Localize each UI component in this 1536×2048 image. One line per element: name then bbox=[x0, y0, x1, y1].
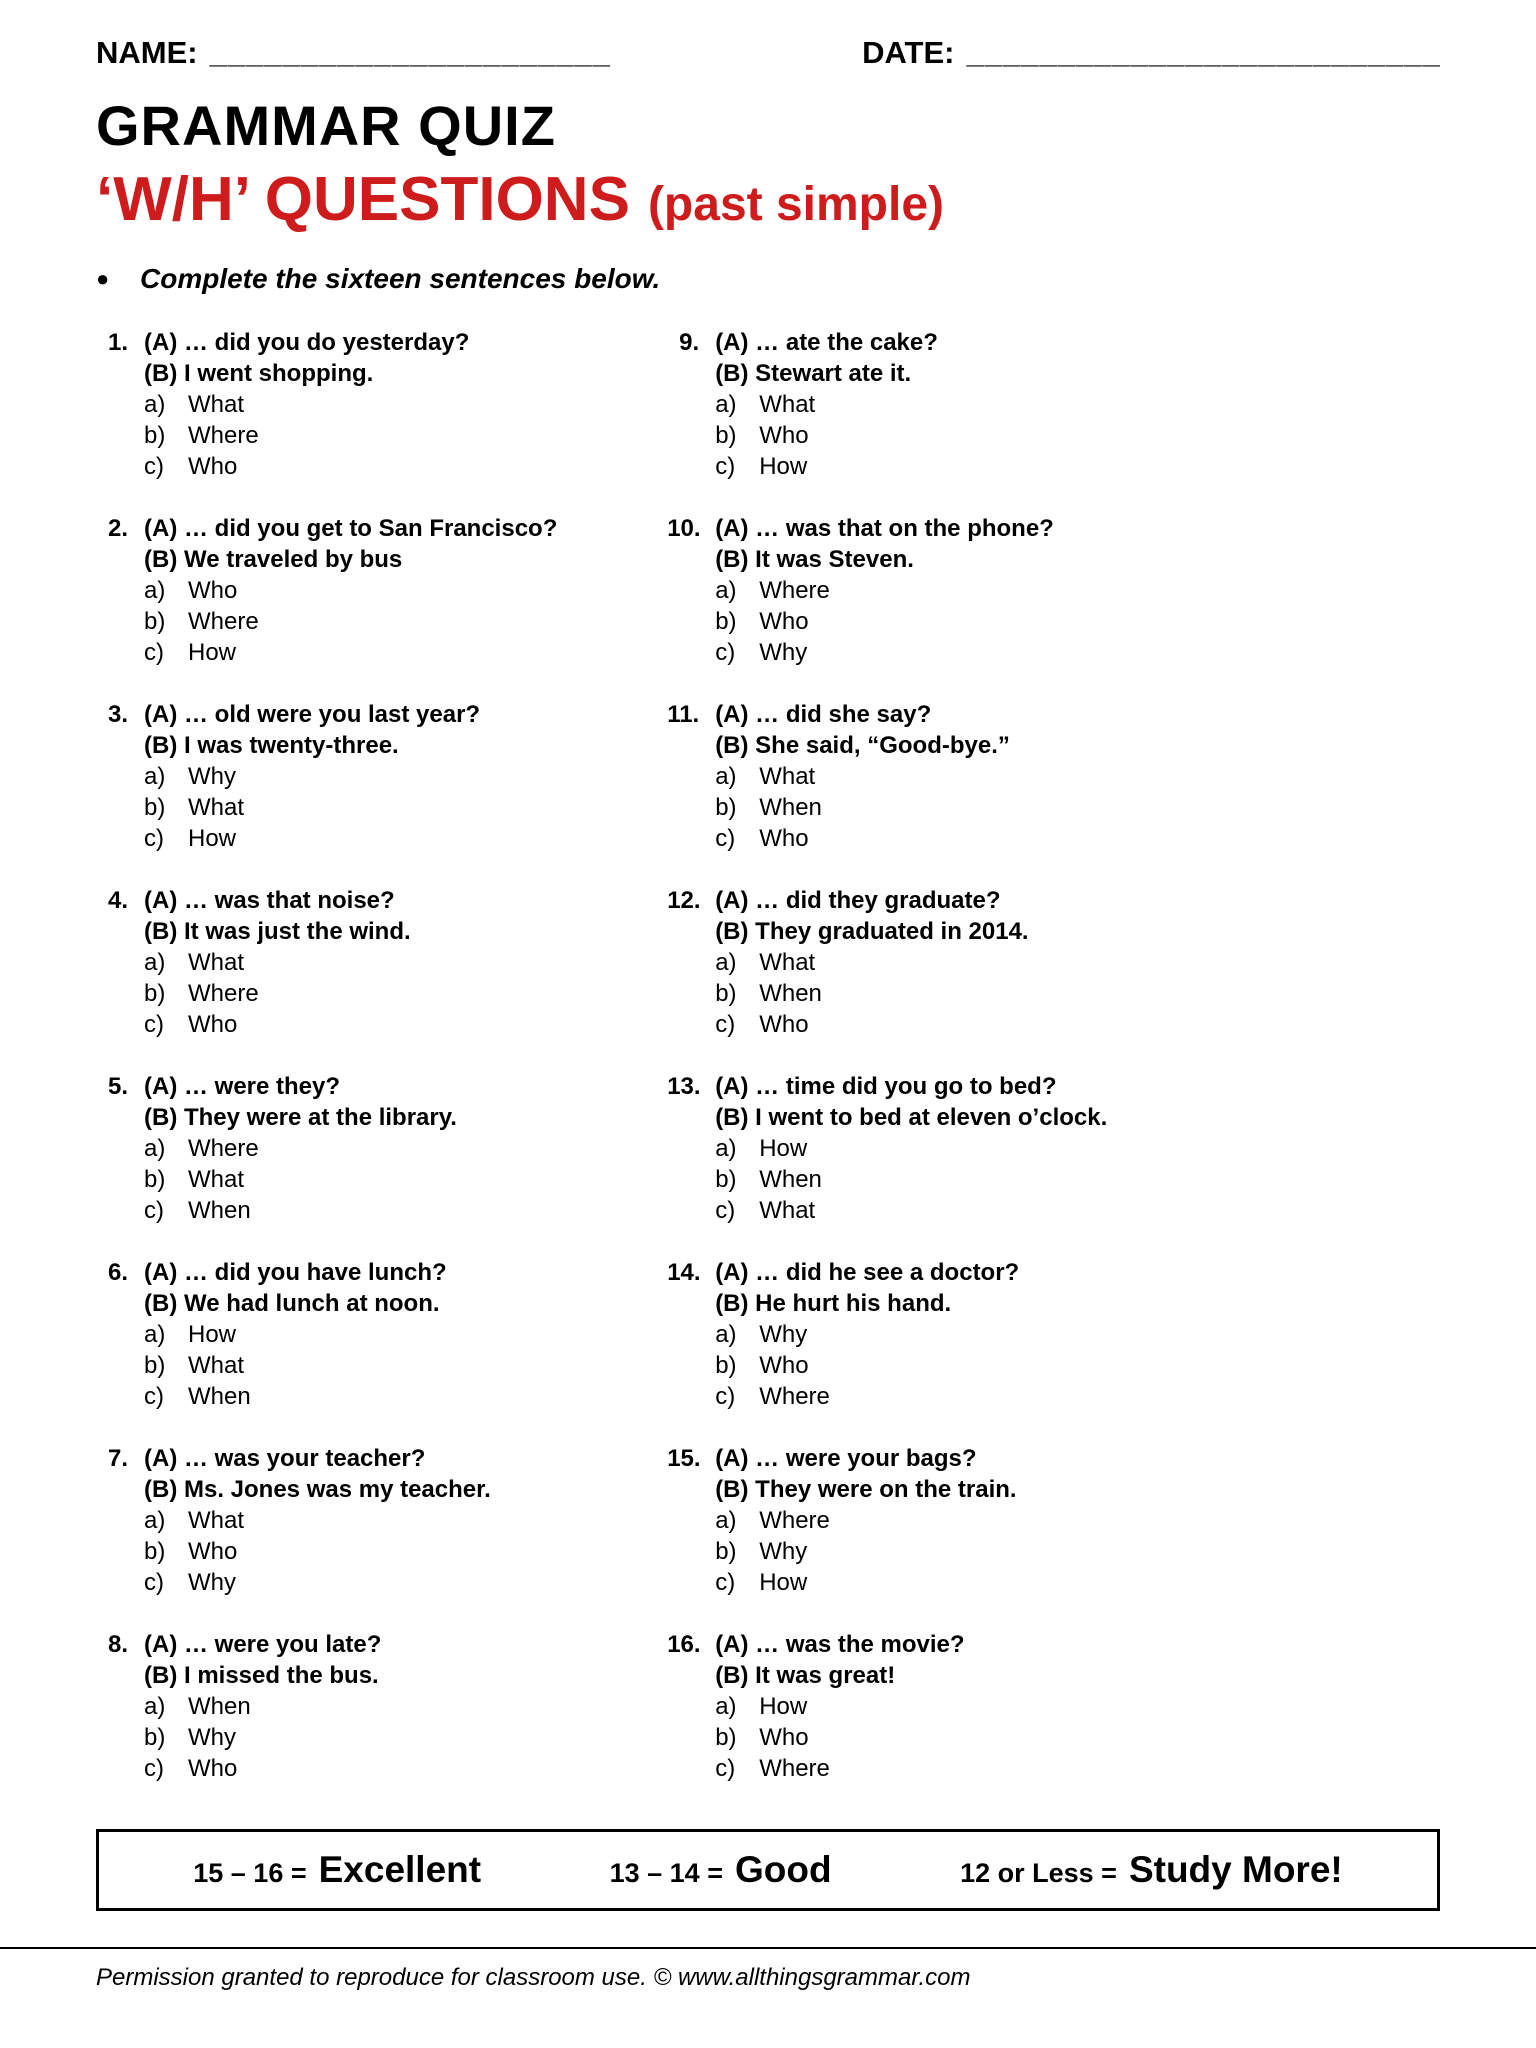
question-answer: (B) It was Steven. bbox=[715, 546, 914, 574]
question-answer: (B) It was great! bbox=[715, 1662, 896, 1690]
option-label: Who bbox=[759, 1011, 809, 1039]
option-label: What bbox=[759, 391, 816, 419]
question-prompt: (A) … did she say? bbox=[715, 701, 932, 729]
score-grade: Excellent bbox=[318, 1849, 482, 1891]
option-letter: b) bbox=[715, 1166, 737, 1194]
option-label: Why bbox=[759, 639, 808, 667]
question-answer: (B) They graduated in 2014. bbox=[715, 918, 1029, 946]
answer-option bbox=[144, 947, 667, 978]
answer-option bbox=[144, 1133, 667, 1164]
question-item bbox=[96, 699, 667, 854]
option-letter: c) bbox=[715, 825, 736, 853]
answer-option bbox=[144, 637, 667, 668]
option-letter: c) bbox=[144, 639, 164, 667]
question-body bbox=[715, 1443, 1440, 1598]
option-letter: b) bbox=[715, 1724, 737, 1752]
answer-option bbox=[144, 823, 667, 854]
answer-options bbox=[715, 1691, 1440, 1784]
option-letter: a) bbox=[144, 1693, 166, 1721]
answer-option bbox=[715, 1009, 1440, 1040]
question-item bbox=[96, 885, 667, 1040]
quiz-subtitle-main: ‘W/H’ QUESTIONS bbox=[96, 165, 630, 235]
option-letter: c) bbox=[144, 1383, 164, 1411]
option-label: What bbox=[759, 1197, 816, 1225]
answer-options bbox=[144, 1691, 667, 1784]
option-letter: a) bbox=[715, 391, 737, 419]
question-item bbox=[667, 1071, 1440, 1226]
question-prompt: (A) … ate the cake? bbox=[715, 329, 938, 357]
option-letter: b) bbox=[144, 422, 166, 450]
question-answer: (B) We traveled by bus bbox=[144, 546, 403, 574]
option-letter: c) bbox=[144, 1011, 164, 1039]
question-body bbox=[144, 699, 667, 854]
question-prompt: (A) … did you get to San Francisco? bbox=[144, 515, 558, 543]
option-label: Why bbox=[759, 1538, 808, 1566]
instruction-text: Complete the sixteen sentences below. bbox=[140, 263, 661, 295]
option-label: Who bbox=[759, 422, 809, 450]
question-prompt: (A) … was your teacher? bbox=[144, 1445, 426, 1473]
question-body bbox=[715, 1629, 1440, 1784]
name-field bbox=[96, 34, 862, 72]
score-range: 15 – 16 = bbox=[193, 1858, 307, 1889]
option-letter: b) bbox=[144, 1352, 166, 1380]
score-entry bbox=[960, 1849, 1343, 1891]
question-body bbox=[715, 699, 1440, 854]
option-label: When bbox=[188, 1693, 251, 1721]
question-number: 6. bbox=[107, 1259, 128, 1287]
question-number: 14. bbox=[667, 1259, 701, 1287]
date-label: DATE: bbox=[862, 35, 955, 70]
answer-options bbox=[144, 1505, 667, 1598]
question-number: 3. bbox=[107, 701, 128, 729]
answer-options bbox=[144, 1319, 667, 1412]
option-letter: a) bbox=[715, 949, 737, 977]
answer-option bbox=[144, 1381, 667, 1412]
answer-option bbox=[715, 1164, 1440, 1195]
option-label: What bbox=[759, 949, 816, 977]
answer-option bbox=[715, 1691, 1440, 1722]
option-letter: c) bbox=[715, 1755, 736, 1783]
option-label: How bbox=[759, 453, 808, 481]
question-number: 8. bbox=[107, 1631, 128, 1659]
answer-options bbox=[144, 1133, 667, 1226]
answer-option bbox=[715, 823, 1440, 854]
question-item bbox=[96, 1443, 667, 1598]
option-label: How bbox=[188, 639, 237, 667]
answer-option bbox=[144, 761, 667, 792]
answer-option bbox=[144, 606, 667, 637]
answer-option bbox=[715, 792, 1440, 823]
answer-option bbox=[144, 1164, 667, 1195]
option-label: What bbox=[188, 949, 245, 977]
answer-option bbox=[144, 792, 667, 823]
answer-option bbox=[144, 389, 667, 420]
score-grade: Study More! bbox=[1128, 1849, 1343, 1891]
option-letter: b) bbox=[144, 608, 166, 636]
answer-option bbox=[715, 761, 1440, 792]
quiz-subtitle-paren: (past simple) bbox=[647, 178, 944, 232]
answer-option bbox=[144, 1567, 667, 1598]
question-answer: (B) I went to bed at eleven o’clock. bbox=[715, 1104, 1108, 1132]
option-label: Why bbox=[759, 1321, 808, 1349]
answer-options bbox=[144, 947, 667, 1040]
answer-option bbox=[144, 1009, 667, 1040]
option-letter: c) bbox=[715, 639, 736, 667]
answer-options bbox=[144, 575, 667, 668]
question-number: 11. bbox=[667, 701, 700, 729]
question-prompt: (A) … did you have lunch? bbox=[144, 1259, 447, 1287]
question-number: 7. bbox=[107, 1445, 128, 1473]
option-label: Where bbox=[759, 1755, 830, 1783]
option-label: Who bbox=[759, 1352, 809, 1380]
date-field bbox=[862, 34, 1441, 72]
option-label: Why bbox=[188, 763, 236, 791]
option-letter: c) bbox=[715, 1011, 736, 1039]
answer-options bbox=[715, 761, 1440, 854]
quiz-subtitle bbox=[96, 164, 1440, 235]
option-letter: c) bbox=[144, 825, 164, 853]
question-prompt: (A) … were they? bbox=[144, 1073, 341, 1101]
answer-option bbox=[715, 1567, 1440, 1598]
question-body bbox=[715, 513, 1440, 668]
answer-option bbox=[144, 1195, 667, 1226]
answer-options bbox=[144, 389, 667, 482]
answer-option bbox=[715, 1753, 1440, 1784]
option-label: When bbox=[759, 794, 822, 822]
option-letter: b) bbox=[715, 1538, 737, 1566]
footer-divider bbox=[0, 1947, 1536, 1949]
option-label: Where bbox=[759, 1383, 830, 1411]
answer-options bbox=[144, 761, 667, 854]
question-item bbox=[667, 885, 1440, 1040]
answer-option bbox=[715, 947, 1440, 978]
option-letter: c) bbox=[144, 1197, 164, 1225]
option-letter: b) bbox=[715, 980, 737, 1008]
question-item bbox=[667, 1629, 1440, 1784]
name-date-row bbox=[96, 34, 1440, 72]
question-answer: (B) We had lunch at noon. bbox=[144, 1290, 440, 1318]
option-letter: b) bbox=[715, 794, 737, 822]
option-label: Where bbox=[188, 980, 259, 1008]
option-letter: c) bbox=[144, 453, 164, 481]
question-number: 10. bbox=[667, 515, 701, 543]
question-body bbox=[144, 885, 667, 1040]
option-label: How bbox=[759, 1569, 808, 1597]
score-entry bbox=[610, 1849, 832, 1891]
question-number: 5. bbox=[107, 1073, 128, 1101]
option-label: When bbox=[188, 1197, 251, 1225]
option-letter: b) bbox=[144, 1724, 166, 1752]
answer-option bbox=[715, 1381, 1440, 1412]
option-letter: b) bbox=[144, 980, 166, 1008]
option-label: Where bbox=[188, 422, 259, 450]
option-label: How bbox=[188, 825, 237, 853]
question-item bbox=[96, 1257, 667, 1412]
option-label: Why bbox=[188, 1569, 236, 1597]
answer-option bbox=[715, 637, 1440, 668]
question-answer: (B) I went shopping. bbox=[144, 360, 374, 388]
question-body bbox=[144, 1257, 667, 1412]
answer-option bbox=[144, 575, 667, 606]
option-letter: a) bbox=[715, 577, 737, 605]
score-grade: Good bbox=[734, 1849, 832, 1891]
answer-option bbox=[715, 1195, 1440, 1226]
question-answer: (B) Ms. Jones was my teacher. bbox=[144, 1476, 491, 1504]
option-label: How bbox=[188, 1321, 237, 1349]
answer-option bbox=[144, 1722, 667, 1753]
option-label: What bbox=[759, 763, 816, 791]
score-box bbox=[96, 1829, 1440, 1911]
answer-option bbox=[715, 389, 1440, 420]
option-label: Who bbox=[188, 453, 238, 481]
question-number: 9. bbox=[679, 329, 700, 357]
answer-option bbox=[144, 1691, 667, 1722]
answer-option bbox=[144, 451, 667, 482]
answer-options bbox=[715, 575, 1440, 668]
question-prompt: (A) … old were you last year? bbox=[144, 701, 481, 729]
option-letter: a) bbox=[715, 1135, 737, 1163]
question-prompt: (A) … were you late? bbox=[144, 1631, 382, 1659]
question-prompt: (A) … did they graduate? bbox=[715, 887, 1001, 915]
answer-option bbox=[715, 1722, 1440, 1753]
score-range: 13 – 14 = bbox=[609, 1858, 723, 1889]
questions-area bbox=[96, 327, 1440, 1815]
question-prompt: (A) … was that noise? bbox=[144, 887, 395, 915]
option-letter: a) bbox=[144, 1321, 166, 1349]
option-letter: b) bbox=[144, 794, 166, 822]
option-label: What bbox=[188, 1166, 245, 1194]
option-label: How bbox=[759, 1693, 808, 1721]
option-label: Who bbox=[188, 1538, 238, 1566]
answer-options bbox=[715, 1505, 1440, 1598]
date-blank-line: __________________________ bbox=[966, 35, 1441, 70]
option-label: What bbox=[188, 794, 245, 822]
answer-option bbox=[144, 1536, 667, 1567]
option-label: What bbox=[188, 1507, 245, 1535]
answer-option bbox=[144, 420, 667, 451]
question-answer: (B) It was just the wind. bbox=[144, 918, 411, 946]
answer-options bbox=[715, 389, 1440, 482]
option-letter: b) bbox=[715, 608, 737, 636]
score-range: 12 or Less = bbox=[960, 1858, 1117, 1889]
question-answer: (B) Stewart ate it. bbox=[715, 360, 912, 388]
question-item bbox=[667, 699, 1440, 854]
question-answer: (B) They were at the library. bbox=[144, 1104, 457, 1132]
answer-option bbox=[715, 1536, 1440, 1567]
question-number: 1. bbox=[107, 329, 128, 357]
answer-option bbox=[715, 1505, 1440, 1536]
option-letter: c) bbox=[715, 1383, 736, 1411]
option-letter: a) bbox=[144, 391, 166, 419]
quiz-title: GRAMMAR QUIZ bbox=[96, 94, 556, 157]
question-item bbox=[96, 1071, 667, 1226]
question-prompt: (A) … was the movie? bbox=[715, 1631, 965, 1659]
question-item bbox=[667, 1443, 1440, 1598]
option-label: What bbox=[188, 1352, 245, 1380]
option-label: When bbox=[188, 1383, 251, 1411]
answer-option bbox=[715, 1350, 1440, 1381]
answer-option bbox=[715, 606, 1440, 637]
question-prompt: (A) … did you do yesterday? bbox=[144, 329, 470, 357]
answer-option bbox=[715, 451, 1440, 482]
question-prompt: (A) … was that on the phone? bbox=[715, 515, 1054, 543]
answer-options bbox=[715, 1319, 1440, 1412]
question-prompt: (A) … were your bags? bbox=[715, 1445, 977, 1473]
bullet-icon: ● bbox=[96, 266, 110, 292]
question-number: 16. bbox=[667, 1631, 701, 1659]
answer-option bbox=[715, 420, 1440, 451]
option-letter: a) bbox=[144, 1507, 166, 1535]
option-letter: b) bbox=[144, 1538, 166, 1566]
option-letter: a) bbox=[715, 1507, 737, 1535]
option-letter: b) bbox=[715, 422, 737, 450]
question-prompt: (A) … time did you go to bed? bbox=[715, 1073, 1057, 1101]
answer-options bbox=[715, 1133, 1440, 1226]
question-answer: (B) I missed the bus. bbox=[144, 1662, 379, 1690]
question-body bbox=[144, 1629, 667, 1784]
option-label: Who bbox=[759, 825, 809, 853]
answer-options bbox=[715, 947, 1440, 1040]
question-number: 13. bbox=[667, 1073, 701, 1101]
option-label: When bbox=[759, 980, 822, 1008]
option-label: When bbox=[759, 1166, 822, 1194]
option-label: Who bbox=[759, 608, 809, 636]
question-column-left bbox=[96, 327, 667, 1815]
option-letter: b) bbox=[715, 1352, 737, 1380]
option-letter: a) bbox=[144, 949, 166, 977]
option-letter: c) bbox=[715, 1197, 736, 1225]
permission-note: Permission granted to reproduce for classroom use. © www.allthingsgrammar.com bbox=[96, 1964, 971, 1992]
option-letter: c) bbox=[144, 1755, 164, 1783]
question-body bbox=[144, 327, 667, 482]
answer-option bbox=[144, 1753, 667, 1784]
option-letter: a) bbox=[715, 763, 737, 791]
option-letter: c) bbox=[715, 1569, 736, 1597]
answer-option bbox=[715, 978, 1440, 1009]
score-entry bbox=[193, 1849, 481, 1891]
question-number: 2. bbox=[107, 515, 128, 543]
question-number: 15. bbox=[667, 1445, 701, 1473]
option-label: Where bbox=[188, 608, 259, 636]
option-letter: a) bbox=[144, 1135, 166, 1163]
question-answer: (B) She said, “Good-bye.” bbox=[715, 732, 1010, 760]
answer-option bbox=[715, 1319, 1440, 1350]
question-body bbox=[715, 327, 1440, 482]
question-item bbox=[96, 1629, 667, 1784]
question-column-right bbox=[667, 327, 1440, 1815]
option-label: Who bbox=[188, 1755, 238, 1783]
option-label: Where bbox=[759, 577, 830, 605]
question-item bbox=[667, 327, 1440, 482]
option-letter: c) bbox=[715, 453, 736, 481]
option-label: Who bbox=[188, 577, 238, 605]
question-body bbox=[144, 1071, 667, 1226]
option-letter: b) bbox=[144, 1166, 166, 1194]
answer-option bbox=[715, 575, 1440, 606]
question-answer: (B) He hurt his hand. bbox=[715, 1290, 952, 1318]
option-label: What bbox=[188, 391, 245, 419]
option-label: How bbox=[759, 1135, 808, 1163]
question-item bbox=[667, 1257, 1440, 1412]
question-body bbox=[144, 1443, 667, 1598]
question-answer: (B) I was twenty-three. bbox=[144, 732, 399, 760]
option-letter: a) bbox=[715, 1693, 737, 1721]
option-label: Why bbox=[188, 1724, 236, 1752]
question-item bbox=[96, 327, 667, 482]
question-item bbox=[667, 513, 1440, 668]
answer-option bbox=[144, 978, 667, 1009]
question-item bbox=[96, 513, 667, 668]
option-letter: a) bbox=[715, 1321, 737, 1349]
option-letter: a) bbox=[144, 763, 166, 791]
name-label: NAME: bbox=[96, 35, 198, 70]
question-body bbox=[144, 513, 667, 668]
option-letter: a) bbox=[144, 577, 166, 605]
question-number: 4. bbox=[107, 887, 128, 915]
name-blank-line: ______________________ bbox=[209, 35, 611, 70]
answer-option bbox=[144, 1505, 667, 1536]
option-label: Who bbox=[188, 1011, 238, 1039]
instruction-line bbox=[96, 263, 1440, 295]
option-label: Where bbox=[759, 1507, 830, 1535]
question-prompt: (A) … did he see a doctor? bbox=[715, 1259, 1020, 1287]
answer-option bbox=[715, 1133, 1440, 1164]
question-answer: (B) They were on the train. bbox=[715, 1476, 1017, 1504]
answer-option bbox=[144, 1350, 667, 1381]
option-letter: c) bbox=[144, 1569, 164, 1597]
option-label: Who bbox=[759, 1724, 809, 1752]
answer-option bbox=[144, 1319, 667, 1350]
question-body bbox=[715, 885, 1440, 1040]
option-label: Where bbox=[188, 1135, 259, 1163]
question-number: 12. bbox=[667, 887, 701, 915]
question-body bbox=[715, 1257, 1440, 1412]
question-body bbox=[715, 1071, 1440, 1226]
